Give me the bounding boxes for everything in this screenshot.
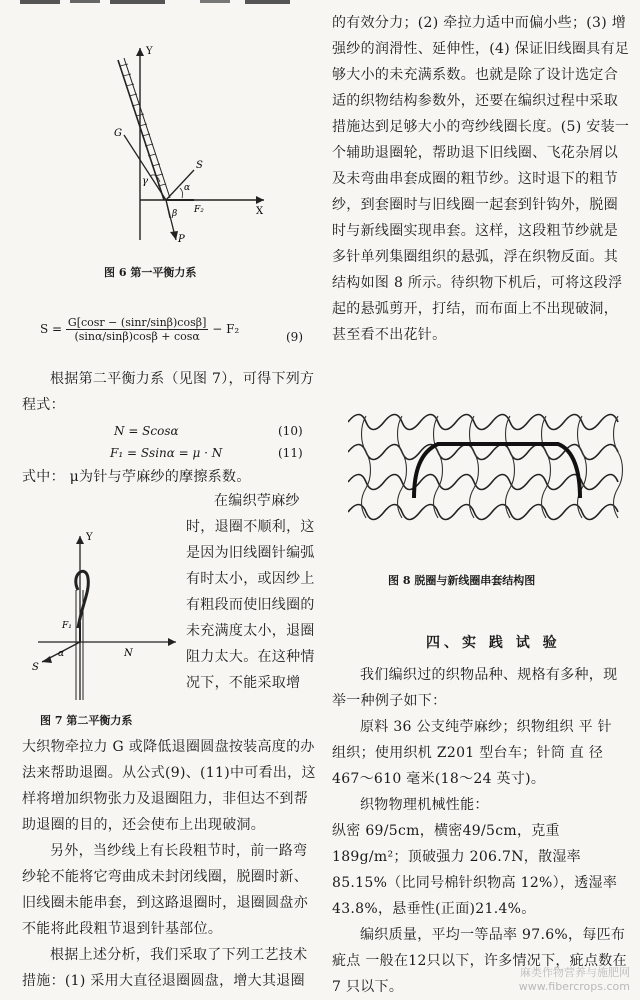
figure-6-force-diagram xyxy=(84,40,284,255)
fig7-label-y: Y xyxy=(86,532,93,543)
watermark-site-name: 麻类作物营养与施肥网 xyxy=(520,966,630,979)
fig7-label-alpha: α xyxy=(58,649,65,659)
fig6-label-beta: β xyxy=(172,209,178,219)
figure-8-caption: 图 8 脱圈与新线圈串套结构图 xyxy=(388,574,536,587)
fig6-label-x: X xyxy=(256,206,264,217)
left-column xyxy=(22,0,320,1000)
paragraph-full-1: 大织物牵拉力 G 或降低退圈圆盘按装高度的办法来帮助退圈。从公式(9)、(11)中可看出，这样将增加织物张力及退圈阻力，非但达不到帮助退圈的目的，还会使布上出现破洞。 xyxy=(22,739,316,833)
equation-9 xyxy=(40,316,239,343)
paragraph-right-6: 编织质量，平均一等品率 97.6%，每匹布疵点 一般在12只以下，许多情况下，疵点数在 7 只以下。 xyxy=(332,927,627,995)
fig6-label-g: G xyxy=(114,128,122,139)
equation-11: F₁ = Ssinα = μ · N xyxy=(110,446,223,460)
fig6-label-p: P xyxy=(178,234,185,245)
paragraph-right-2: 我们编织过的织物品种、规格有多种，现举一种例子如下： xyxy=(332,667,618,709)
watermark-site-url: www.fibercrops.com xyxy=(518,980,630,993)
eq11-number: (11) xyxy=(278,446,303,460)
figure-6-caption: 图 6 第一平衡力系 xyxy=(104,266,197,279)
eq9-lhs: S = xyxy=(40,322,63,336)
fig6-label-alpha: α xyxy=(184,183,191,193)
paragraph-side-text: 在编织苧麻纱时，退圈不顺利，这是因为旧线圈针编弧有时太小，或因纱上有粗段而使旧线圈的未充满度太小，退圈阻力太大。在这种情况下，不能采取增 xyxy=(186,493,315,691)
paragraph-intro: 根据第二平衡力系（见图 7），可得下列方程式： xyxy=(22,371,315,413)
fig6-label-f: F₂ xyxy=(194,205,204,215)
eq10-number: (10) xyxy=(278,424,303,438)
equation-10: N = Scosα xyxy=(114,424,179,438)
fig7-label-s: S xyxy=(32,662,39,673)
paragraph-right-5: 纵密 69/5cm，横密49/5cm，克重189g/m²；顶破强力 206.7N，散湿率 85.15%（比同号棉针织物高 12%），透湿率 43.8%，悬垂性(正面)21.4%。 xyxy=(332,823,618,917)
fig6-label-gamma: γ xyxy=(142,176,148,187)
fig7-label-f: F₁ xyxy=(62,621,72,631)
fig6-label-y: Y xyxy=(146,46,153,57)
figure-7-caption: 图 7 第二平衡力系 xyxy=(40,714,133,727)
paragraph-mu: 式中： μ为针与苧麻纱的摩擦系数。 xyxy=(22,469,251,485)
paragraph-right-1: 的有效分力；(2) 牵拉力适中而偏小些；(3) 增强纱的润滑性、延伸性，(4) 保证旧线圈具有足够大小的未充满系数。也就是除了设计选定合适的织物结构参数外，还要在编织过程中采取措施达到足够大小的弯纱线圈长度。(5) 安装一个辅助退圈轮，帮助退下旧线圈、飞花杂屑以及未弯曲串套成圈的粗节纱。这时退下的粗节纱，到套圈时与旧线圈一起套到针钩外，脱圈时与新线圈实现串套。这样，这段粗节纱就是多针单列集圈组织的悬弧，浮在织物反面。其结构如图 8 所示。待织物下机后，可将这段浮起的悬弧剪开，打结，而布面上不出现破洞，甚至看不出花针。 xyxy=(332,15,630,343)
paragraph-right-3: 原料 36 公支纯苧麻纱；织物组织 平 针 组织；使用织机 Z201 型台车；针筒 直 径 467～610 毫米(18～24 英寸)。 xyxy=(332,719,612,787)
eq9-number: (9) xyxy=(286,330,303,344)
right-column xyxy=(332,0,630,1000)
paragraph-full-3: 根据上述分析，我们采取了下列工艺技术措施：(1) 采用大直径退圈圆盘，增大其退圈 xyxy=(22,947,308,989)
paragraph-right-4: 织物物理机械性能： xyxy=(360,797,489,813)
eq9-tail: − F₂ xyxy=(212,322,240,336)
section-title: 四、实 践 试 验 xyxy=(426,635,561,651)
figure-8-stitch-structure xyxy=(348,402,628,542)
fig6-label-s: S xyxy=(196,160,203,171)
eq9-fraction xyxy=(66,316,208,343)
eq9-numerator: G[cosr − (sinr/sinβ)cosβ] xyxy=(67,316,207,329)
fig7-label-n: N xyxy=(124,648,133,659)
eq9-denominator: (sinα/sinβ)cosβ + cosα xyxy=(74,330,200,343)
paragraph-full-2: 另外，当纱线上有长段粗节时，前一路弯纱轮不能将它弯曲成未封闭线圈，脱圈时新、旧线圈未能串套，到这路退圈时，退圈圆盘亦不能将此段粗节退到针基部位。 xyxy=(22,843,308,937)
figure-7-force-diagram xyxy=(28,530,178,705)
